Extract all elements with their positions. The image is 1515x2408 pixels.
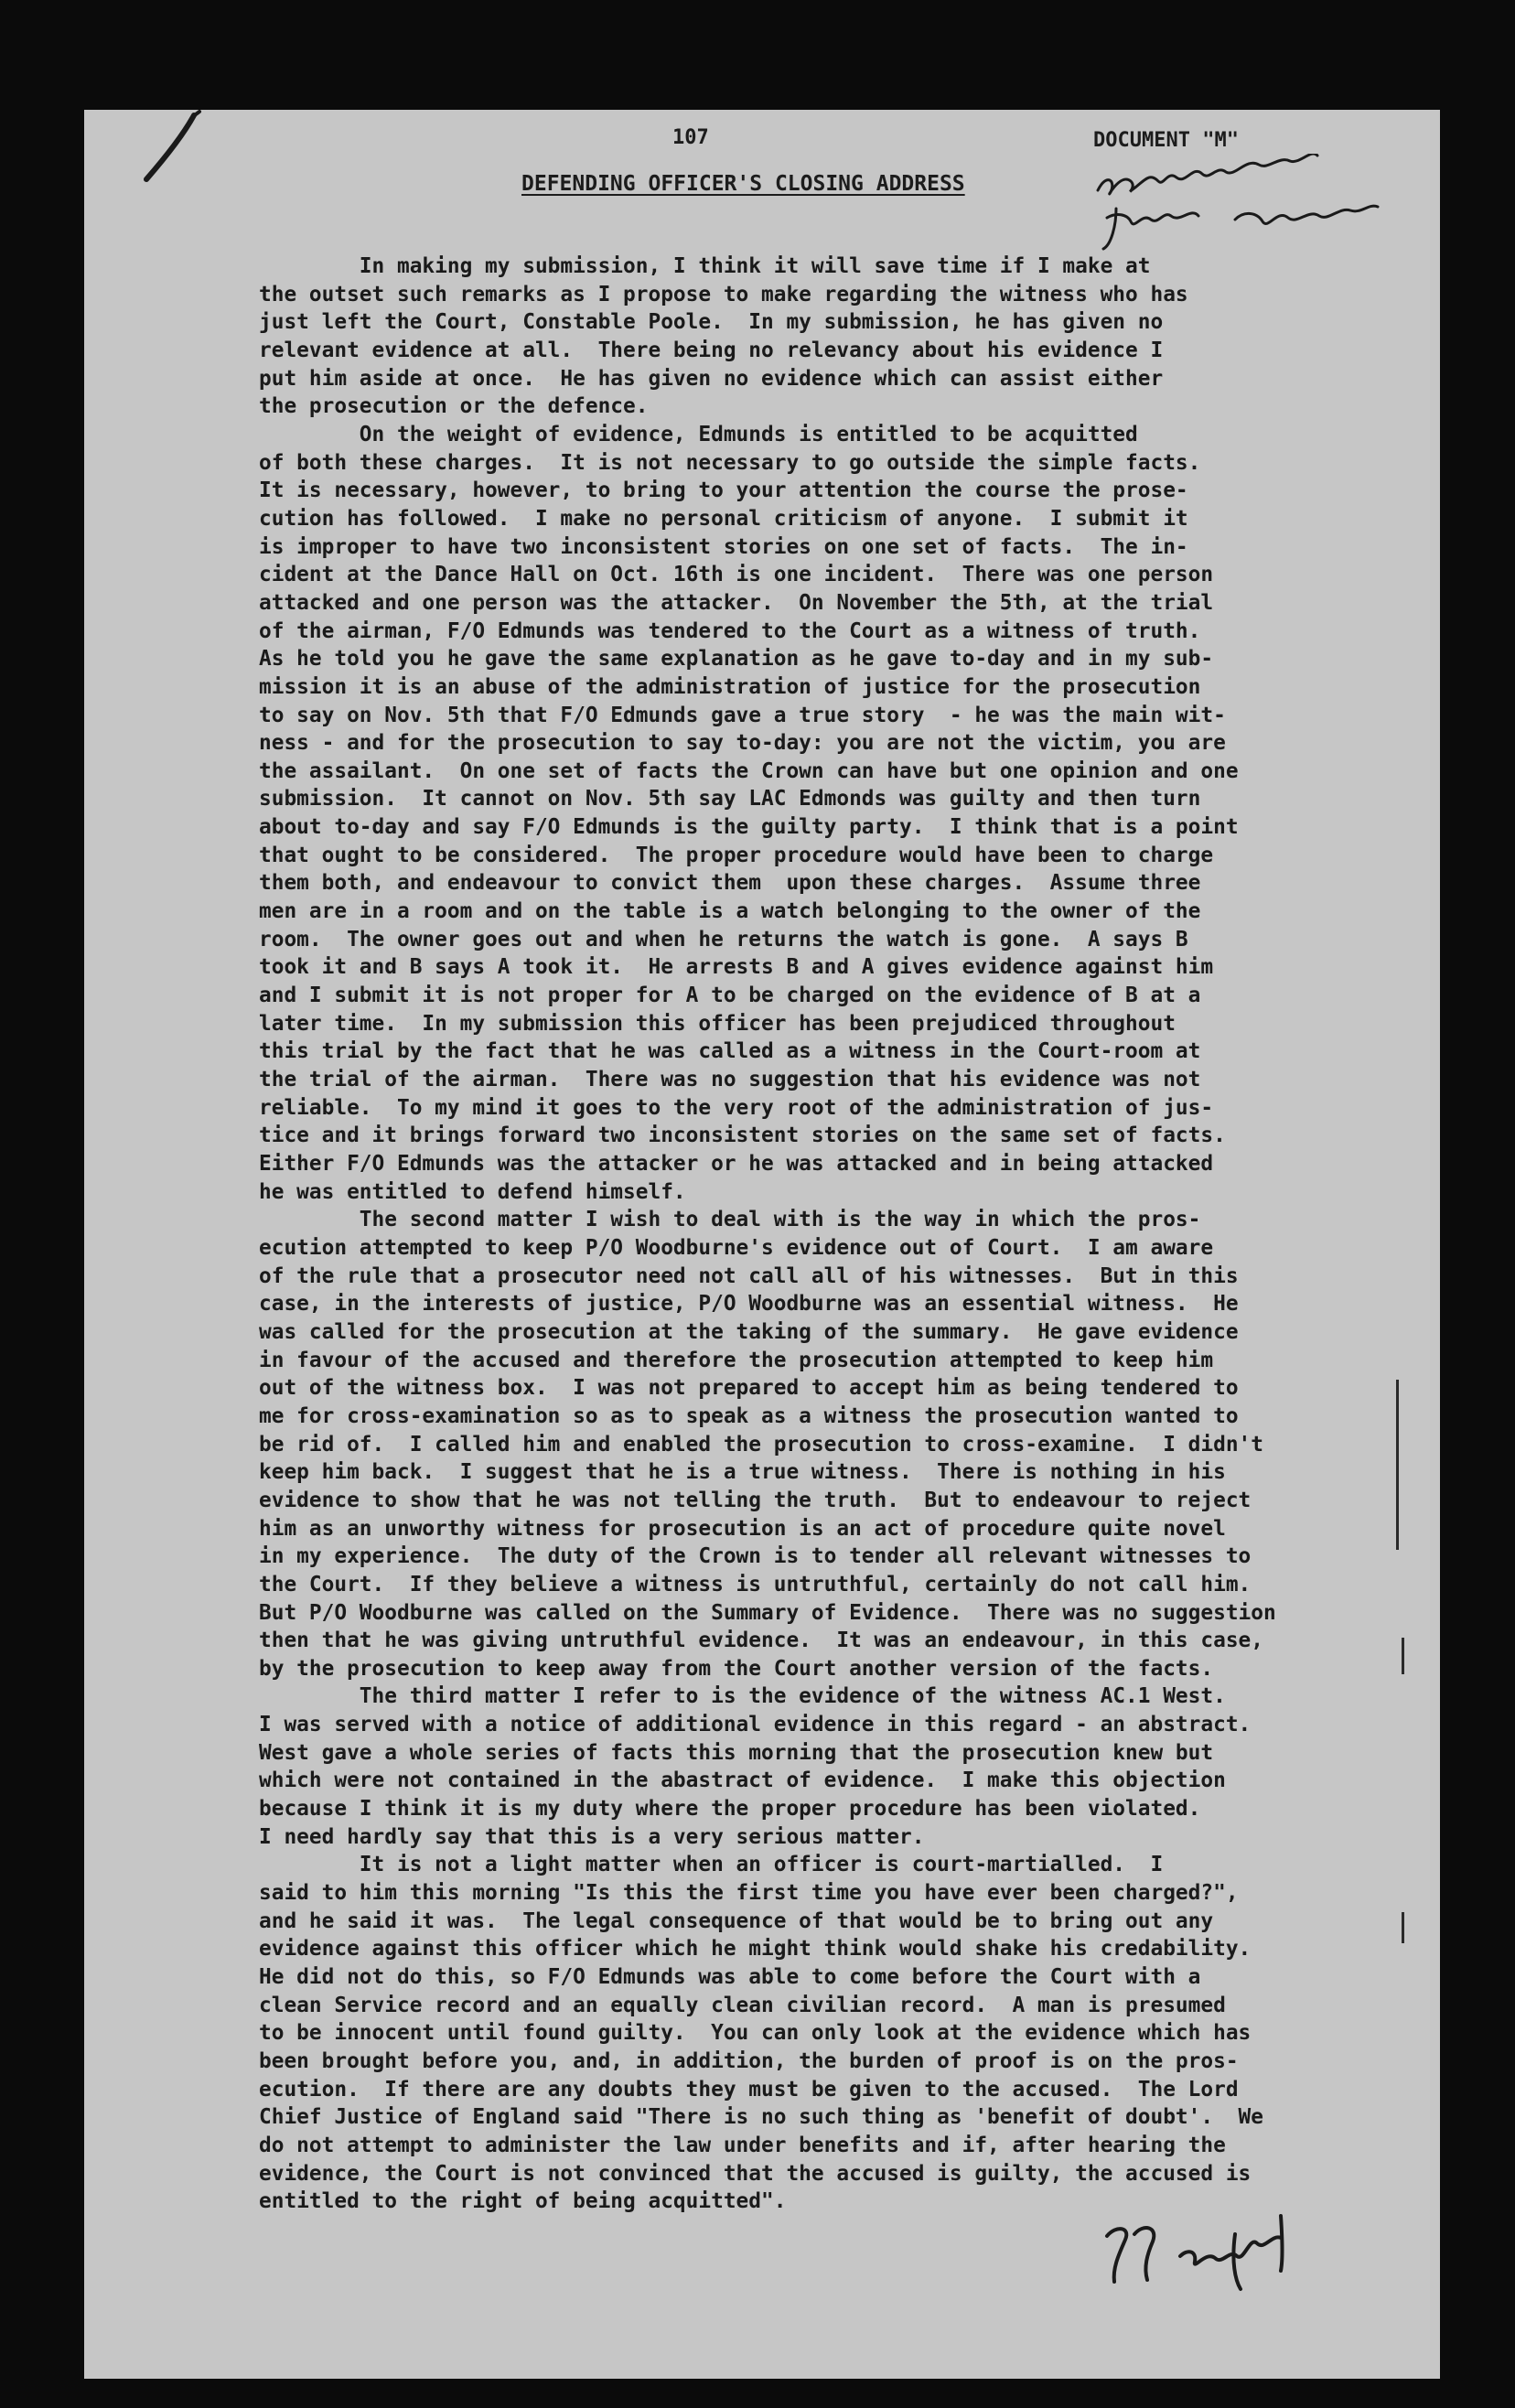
body-line: evidence against this officer which he might think would shake his credability. bbox=[259, 1937, 1252, 1962]
body-line: by the prosecution to keep away from the Court another version of the facts. bbox=[259, 1656, 1214, 1681]
address-body bbox=[259, 253, 1402, 2216]
margin-mark bbox=[1396, 1380, 1399, 1550]
body-line: cident at the Dance Hall on Oct. 16th is one incident. There was one person bbox=[259, 563, 1214, 587]
body-line: Either F/O Edmunds was the attacker or he was attacked and in being attacked bbox=[259, 1152, 1214, 1176]
body-line: and I submit it is not proper for A to be charged on the evidence of B at a bbox=[259, 984, 1201, 1008]
body-line: them both, and endeavour to convict them upon these charges. Assume three bbox=[259, 871, 1201, 896]
margin-mark bbox=[1402, 1912, 1404, 1943]
body-line: the trial of the airman. There was no suggestion that his evidence was not bbox=[259, 1068, 1201, 1092]
body-line: out of the witness box. I was not prepared to accept him as being tendered to bbox=[259, 1376, 1239, 1401]
body-line: keep him back. I suggest that he is a true witness. There is nothing in his bbox=[259, 1460, 1226, 1485]
body-line: It is not a light matter when an officer is court-martialled. I bbox=[259, 1853, 1164, 1877]
body-line: I was served with a notice of additional evidence in this regard - an abstract. bbox=[259, 1713, 1252, 1737]
body-line: about to-day and say F/O Edmunds is the guilty party. I think that is a point bbox=[259, 815, 1239, 840]
body-line: was called for the prosecution at the taking of the summary. He gave evidence bbox=[259, 1319, 1239, 1344]
body-line: It is necessary, however, to bring to your attention the course the prose- bbox=[259, 478, 1188, 503]
body-line: just left the Court, Constable Poole. In my submission, he has given no bbox=[259, 310, 1164, 335]
body-line: is improper to have two inconsistent stories on one set of facts. The in- bbox=[259, 534, 1188, 559]
body-line: the outset such remarks as I propose to make regarding the witness who has bbox=[259, 282, 1188, 306]
body-line: in my experience. The duty of the Crown is to tender all relevant witnesses to bbox=[259, 1544, 1252, 1569]
body-line: The second matter I wish to deal with is the way in which the pros- bbox=[259, 1208, 1201, 1232]
body-line: submission. It cannot on Nov. 5th say LAC Edmonds was guilty and then turn bbox=[259, 787, 1201, 812]
body-line: The third matter I refer to is the evidence of the witness AC.1 West. bbox=[259, 1684, 1226, 1709]
body-line: tice and it brings forward two inconsistent stories on the same set of facts. bbox=[259, 1123, 1226, 1148]
body-line: But P/O Woodburne was called on the Summary of Evidence. There was no suggestion bbox=[259, 1600, 1276, 1625]
body-line: evidence to show that he was not telling the truth. But to endeavour to reject bbox=[259, 1488, 1252, 1512]
body-line: ness - and for the prosecution to say to-day: you are not the victim, you are bbox=[259, 731, 1226, 756]
body-line: cution has followed. I make no personal criticism of anyone. I submit it bbox=[259, 506, 1188, 531]
body-line: As he told you he gave the same explanation as he gave to-day and in my sub- bbox=[259, 647, 1214, 672]
body-line: to be innocent until found guilty. You can only look at the evidence which has bbox=[259, 2021, 1252, 2046]
body-line: of both these charges. It is not necessary to go outside the simple facts. bbox=[259, 450, 1201, 475]
body-line: later time. In my submission this officer has been prejudiced throughout bbox=[259, 1011, 1176, 1036]
body-line: ecution. If there are any doubts they must be given to the accused. The Lord bbox=[259, 2077, 1239, 2102]
body-line: West gave a whole series of facts this morning that the prosecution knew but bbox=[259, 1740, 1214, 1765]
margin-mark bbox=[1402, 1638, 1404, 1674]
body-line: to say on Nov. 5th that F/O Edmunds gave a true story - he was the main wit- bbox=[259, 703, 1226, 727]
body-line: he was entitled to defend himself. bbox=[259, 1179, 686, 1204]
body-line: mission it is an abuse of the administration of justice for the prosecution bbox=[259, 674, 1201, 699]
body-line: of the rule that a prosecutor need not call all of his witnesses. But in this bbox=[259, 1263, 1239, 1288]
handwritten-annotation-judge-advocate bbox=[1089, 154, 1455, 254]
body-line: reliable. To my mind it goes to the very root of the administration of jus- bbox=[259, 1095, 1214, 1120]
body-line: the prosecution or the defence. bbox=[259, 394, 649, 419]
body-line: On the weight of evidence, Edmunds is entitled to be acquitted bbox=[259, 422, 1138, 446]
body-line: because I think it is my duty where the proper procedure has been violated. bbox=[259, 1797, 1201, 1822]
handwritten-stroke-mark bbox=[128, 108, 210, 190]
body-line: then that he was giving untruthful evidence. It was an endeavour, in this case, bbox=[259, 1629, 1263, 1653]
body-line: do not attempt to administer the law under benefits and if, after hearing the bbox=[259, 2133, 1226, 2157]
body-line: of the airman, F/O Edmunds was tendered to the Court as a witness of truth. bbox=[259, 618, 1201, 643]
body-line: room. The owner goes out and when he returns the watch is gone. A says B bbox=[259, 927, 1188, 951]
body-line: which were not contained in the abastract of evidence. I make this objection bbox=[259, 1768, 1226, 1793]
body-line: entitled to the right of being acquitted". bbox=[259, 2189, 787, 2214]
body-line: the Court. If they believe a witness is untruthful, certainly do not call him. bbox=[259, 1572, 1252, 1596]
body-line: me for cross-examination so as to speak as a witness the prosecution wanted to bbox=[259, 1403, 1239, 1428]
body-line: He did not do this, so F/O Edmunds was able to come before the Court with a bbox=[259, 1965, 1201, 1990]
body-line: that ought to be considered. The proper procedure would have been to charge bbox=[259, 843, 1214, 867]
document-title: DEFENDING OFFICER'S CLOSING ADDRESS bbox=[521, 172, 965, 196]
body-line: him as an unworthy witness for prosecution is an act of procedure quite novel bbox=[259, 1516, 1226, 1541]
body-line: men are in a room and on the table is a watch belonging to the owner of the bbox=[259, 899, 1201, 924]
body-line: the assailant. On one set of facts the Crown can have but one opinion and one bbox=[259, 758, 1239, 783]
body-line: be rid of. I called him and enabled the prosecution to cross-examine. I didn't bbox=[259, 1432, 1263, 1457]
document-label: DOCUMENT "M" bbox=[1093, 129, 1239, 152]
body-line: put him aside at once. He has given no evidence which can assist either bbox=[259, 366, 1164, 391]
body-line: said to him this morning "Is this the first time you have ever been charged?", bbox=[259, 1881, 1239, 1906]
handwritten-signature-bottom bbox=[1098, 2198, 1372, 2298]
body-line: In making my submission, I think it will save time if I make at bbox=[259, 254, 1151, 278]
body-line: in favour of the accused and therefore the prosecution attempted to keep him bbox=[259, 1348, 1214, 1372]
body-line: I need hardly say that this is a very serious matter. bbox=[259, 1824, 925, 1849]
body-line: and he said it was. The legal consequence of that would be to bring out any bbox=[259, 1908, 1214, 1933]
body-line: clean Service record and an equally clean civilian record. A man is presumed bbox=[259, 1993, 1226, 2017]
body-line: this trial by the fact that he was called as a witness in the Court-room at bbox=[259, 1039, 1201, 1064]
body-line: attacked and one person was the attacker. On November the 5th, at the trial bbox=[259, 590, 1214, 615]
body-line: ecution attempted to keep P/O Woodburne's evidence out of Court. I am aware bbox=[259, 1235, 1214, 1260]
body-line: Chief Justice of England said "There is no such thing as 'benefit of doubt'. We bbox=[259, 2105, 1263, 2130]
body-line: case, in the interests of justice, P/O Woodburne was an essential witness. He bbox=[259, 1292, 1239, 1317]
body-line: been brought before you, and, in addition, the burden of proof is on the pros- bbox=[259, 2049, 1239, 2073]
body-line: took it and B says A took it. He arrests B and A gives evidence against him bbox=[259, 955, 1214, 980]
body-line: relevant evidence at all. There being no relevancy about his evidence I bbox=[259, 338, 1164, 362]
page-number: 107 bbox=[672, 126, 709, 149]
body-line: evidence, the Court is not convinced that the accused is guilty, the accused is bbox=[259, 2161, 1252, 2186]
